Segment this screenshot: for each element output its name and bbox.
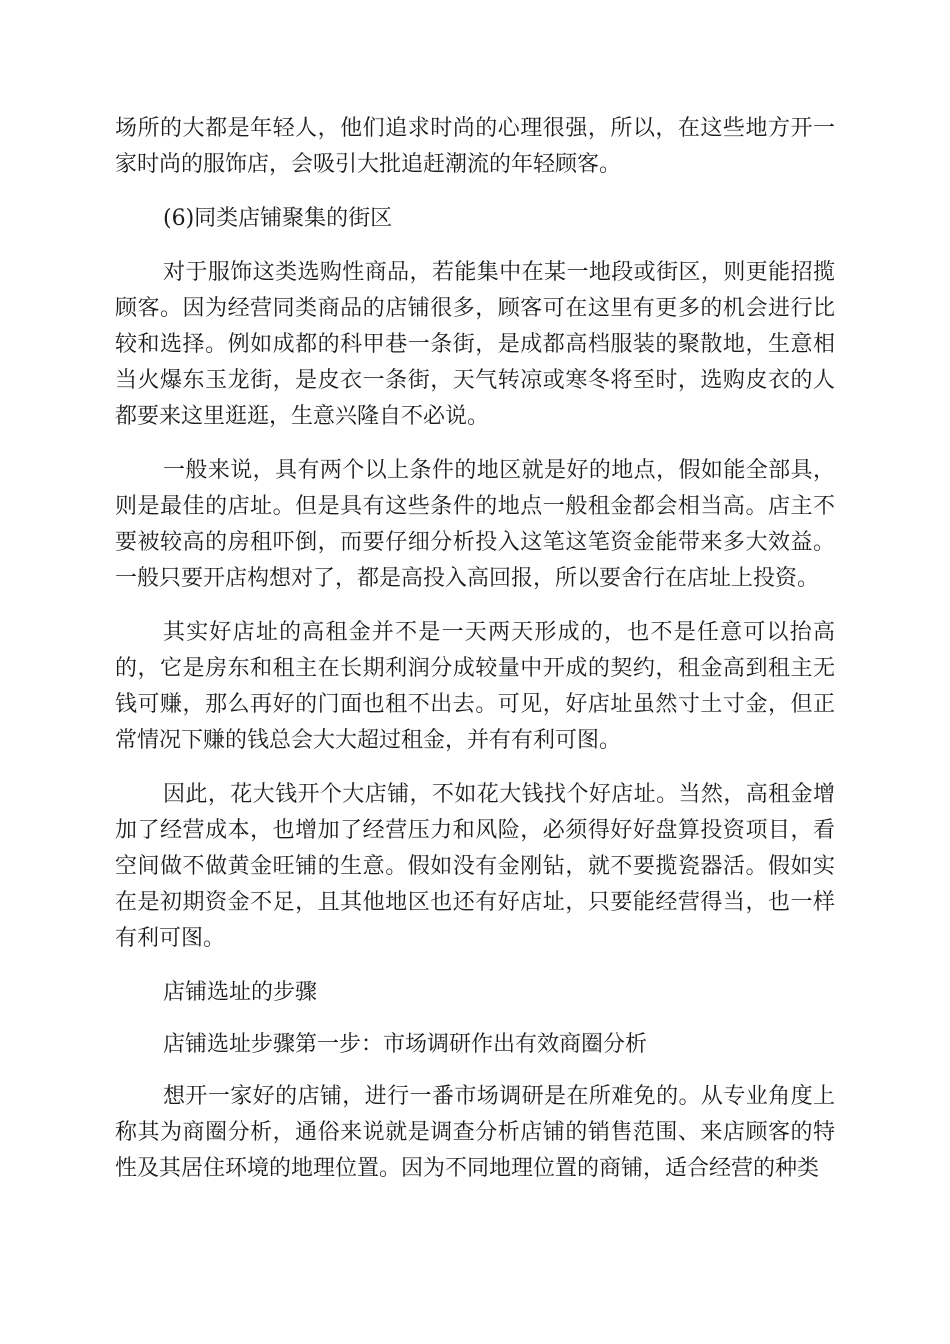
paragraph-continuation: 场所的大都是年轻人，他们追求时尚的心理很强，所以，在这些地方开一家时尚的服饰店，会吸引大批追赶潮流的年轻顾客。 (115, 116, 835, 177)
paragraph-high-rent: 其实好店址的高租金并不是一天两天形成的，也不是任意可以抬高的，它是房东和租主在长期利润分成较量中开成的契约，租金高到租主无钱可赚，那么再好的门面也租不出去。可见，好店址虽然寸土寸金，但正常情况下赚的钱总会大大超过租金，并有有利可图。 (115, 620, 835, 753)
paragraph-investment-advice: 因此，花大钱开个大店铺，不如花大钱找个好店址。当然，高租金增加了经营成本，也增加了经营压力和风险，必须得好好盘算投资项目，看空间做不做黄金旺铺的生意。假如没有金刚钻，就不要揽瓷器活。假如实在是初期资金不足，且其他地区也还有好店址，只要能经营得当，也一样有利可图。 (115, 782, 835, 951)
section-heading-step-one: 店铺选址步骤第一步：市场调研作出有效商圈分析 (163, 1032, 648, 1057)
document-body (115, 111, 835, 1187)
paragraph-good-location: 一般来说，具有两个以上条件的地区就是好的地点，假如能全部具，则是最佳的店址。但是具有这些条件的地点一般租金都会相当高。店主不要被较高的房租吓倒，而要仔细分析投入这笔这笔资金能带来多大效益。一般只要开店构想对了，都是高投入高回报，所以要舍行在店址上投资。 (115, 458, 835, 591)
section-heading-similar-stores-district: (6)同类店铺聚集的街区 (163, 206, 393, 231)
paragraph-market-research: 想开一家好的店铺，进行一番市场调研是在所难免的。从专业角度上称其为商圈分析，通俗来说就是调查分析店铺的销售范围、来店顾客的特性及其居住环境的地理位置。因为不同地理位置的商铺，适合经营的种类 (115, 1084, 835, 1181)
section-heading-site-selection-steps: 店铺选址的步骤 (163, 980, 318, 1005)
paragraph-clothing-district: 对于服饰这类选购性商品，若能集中在某一地段或街区，则更能招揽顾客。因为经营同类商品的店铺很多，顾客可在这里有更多的机会进行比较和选择。例如成都的科甲巷一条街，是成都高档服装的聚散地，生意相当火爆东玉龙街，是皮衣一条街，天气转凉或寒冬将至时，选购皮衣的人都要来这里逛逛，生意兴隆自不必说。 (115, 260, 835, 429)
